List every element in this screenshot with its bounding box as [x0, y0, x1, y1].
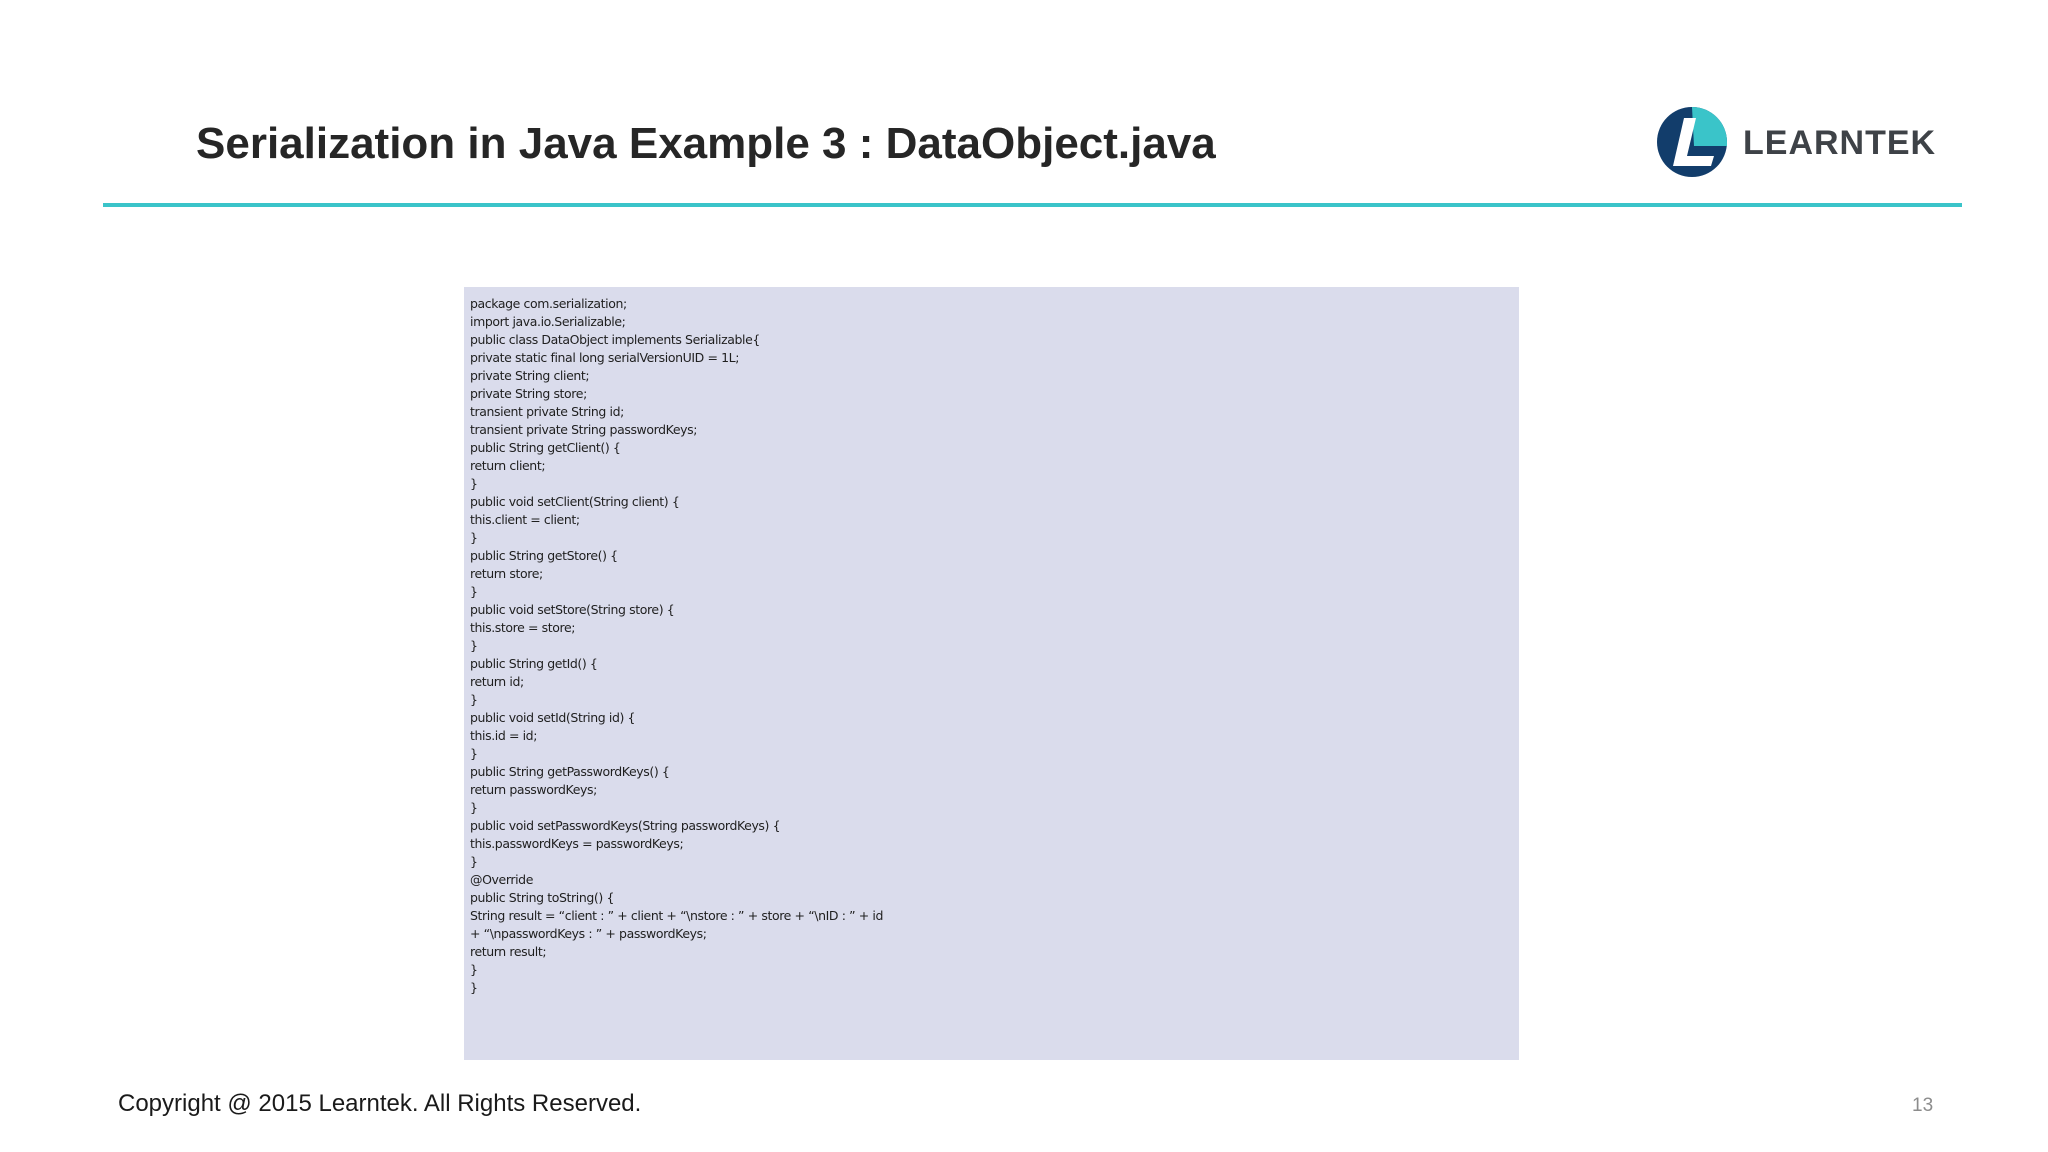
code-line: public void setId(String id) {	[470, 710, 636, 725]
code-line: @Override	[470, 872, 533, 887]
footer-copyright: Copyright @ 2015 Learntek. All Rights Reserved.	[118, 1090, 642, 1117]
code-line: }	[470, 692, 478, 707]
code-line: return passwordKeys;	[470, 782, 597, 797]
code-line: this.id = id;	[470, 728, 538, 743]
code-line: public class DataObject implements Serializable{	[470, 332, 760, 347]
code-line: return store;	[470, 566, 543, 581]
code-line: this.passwordKeys = passwordKeys;	[470, 836, 684, 851]
code-line: }	[470, 800, 478, 815]
code-line: public String getClient() {	[470, 440, 621, 455]
learntek-logo-icon	[1656, 106, 1728, 178]
code-line: public String toString() {	[470, 890, 614, 905]
code-line: private String client;	[470, 368, 590, 383]
code-line: }	[470, 980, 478, 995]
code-line: }	[470, 476, 478, 491]
code-line: public void setPasswordKeys(String passwordKeys) {	[470, 818, 781, 833]
code-listing	[464, 287, 1519, 1060]
code-line: }	[470, 530, 478, 545]
code-line: this.store = store;	[470, 620, 576, 635]
code-line: public String getStore() {	[470, 548, 618, 563]
code-line: }	[470, 854, 478, 869]
code-line: return client;	[470, 458, 546, 473]
code-line: transient private String passwordKeys;	[470, 422, 698, 437]
code-line: }	[470, 746, 478, 761]
page-number: 13	[1912, 1095, 1934, 1116]
code-line: private static final long serialVersionUID = 1L;	[470, 350, 740, 365]
title-divider	[103, 203, 1962, 207]
code-line: return result;	[470, 944, 547, 959]
code-line: import java.io.Serializable;	[470, 314, 626, 329]
code-line: return id;	[470, 674, 524, 689]
learntek-logo	[1656, 104, 1956, 180]
logo-wordmark: LEARNTEK	[1743, 124, 1937, 162]
code-line: this.client = client;	[470, 512, 580, 527]
code-line: public String getPasswordKeys() {	[470, 764, 670, 779]
code-line: + “\npasswordKeys : ” + passwordKeys;	[470, 926, 707, 941]
code-line: transient private String id;	[470, 404, 624, 419]
code-line: private String store;	[470, 386, 587, 401]
code-line: }	[470, 584, 478, 599]
code-line: public void setClient(String client) {	[470, 494, 680, 509]
code-line: public String getId() {	[470, 656, 598, 671]
code-line: public void setStore(String store) {	[470, 602, 675, 617]
code-line: }	[470, 638, 478, 653]
code-line: }	[470, 962, 478, 977]
code-line: String result = “client : ” + client + “\nstore : ” + store + “\nID : ” + id	[470, 908, 883, 923]
slide-title: Serialization in Java Example 3 : DataObject.java	[196, 119, 1216, 168]
code-line: package com.serialization;	[470, 296, 627, 311]
